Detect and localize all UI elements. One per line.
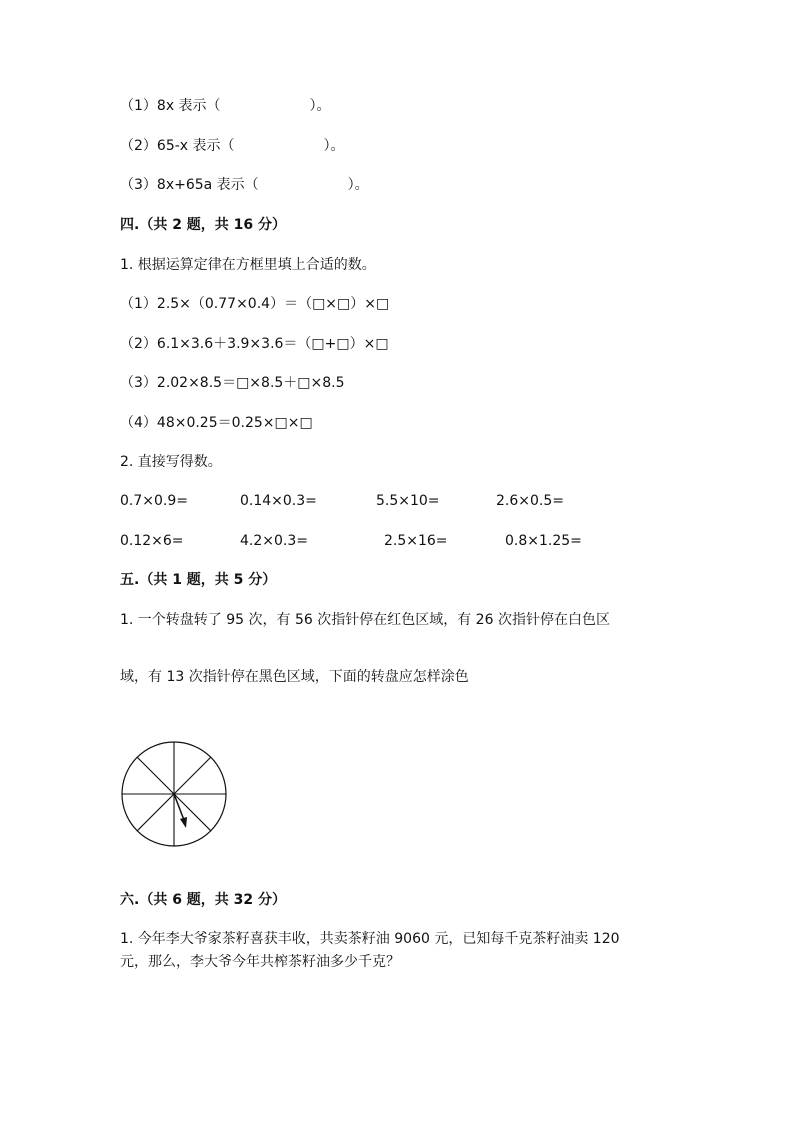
spinner-pointer-arrowhead — [180, 817, 187, 828]
section6-q1-line2: 元，那么，李大爷今年共榨茶籽油多少千克？ — [120, 954, 400, 970]
section4-q1-item-2: （2）6.1×3.6＋3.9×3.6＝（□+□）×□ — [120, 336, 389, 352]
calc-r1-c1: 0.7×0.9= — [120, 493, 188, 509]
spinner-pointer — [174, 794, 184, 820]
calc-r2-c4: 0.8×1.25= — [505, 533, 582, 549]
spinner-figure — [120, 738, 230, 850]
section4-q1-item-3: （3）2.02×8.5＝□×8.5＋□×8.5 — [120, 375, 345, 391]
part3-item-2: （2）65-x 表示（ ）。 — [120, 138, 345, 154]
section6-q1-line1: 1. 今年李大爷家茶籽喜获丰收，共卖茶籽油 9060 元，已知每千克茶籽油卖 120 — [120, 931, 620, 947]
calc-r1-c3: 5.5×10= — [376, 493, 440, 509]
section4-q1-item-4: （4）48×0.25＝0.25×□×□ — [120, 415, 313, 431]
part3-item-1: （1）8x 表示（ ）。 — [120, 98, 331, 114]
section4-q1-text: 1. 根据运算定律在方框里填上合适的数。 — [120, 257, 376, 273]
part3-item-3: （3）8x+65a 表示（ ）。 — [120, 177, 369, 193]
calc-r2-c3: 2.5×16= — [384, 533, 448, 549]
section5-q1-line1: 1. 一个转盘转了 95 次，有 56 次指针停在红色区域，有 26 次指针停在白色区 — [120, 612, 610, 628]
section6-heading: 六.（共 6 题，共 32 分） — [120, 892, 287, 908]
section4-q1-item-1: （1）2.5×（0.77×0.4）＝（□×□）×□ — [120, 296, 390, 312]
calc-r2-c1: 0.12×6= — [120, 533, 184, 549]
section4-heading: 四.（共 2 题，共 16 分） — [120, 217, 287, 233]
calc-r2-c2: 4.2×0.3= — [240, 533, 308, 549]
section4-q2-text: 2. 直接写得数。 — [120, 454, 222, 470]
calc-r1-c2: 0.14×0.3= — [240, 493, 317, 509]
section5-heading: 五.（共 1 题，共 5 分） — [120, 572, 277, 588]
section5-q1-line2: 域，有 13 次指针停在黑色区域，下面的转盘应怎样涂色 — [120, 669, 469, 685]
calc-r1-c4: 2.6×0.5= — [496, 493, 564, 509]
